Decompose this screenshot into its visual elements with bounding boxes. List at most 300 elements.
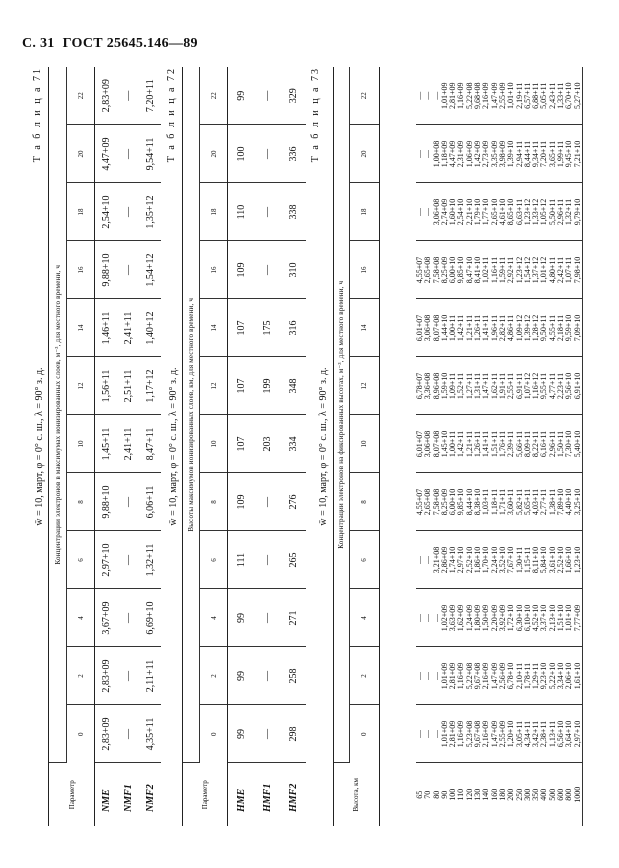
table-row [95, 67, 118, 826]
value-cell: — [416, 705, 424, 763]
value-cell: 8,11+10 [532, 531, 540, 589]
table-row [228, 67, 255, 826]
value-cell: 1,00+11 [449, 299, 457, 357]
value-cell: 6,56+10 [557, 705, 565, 763]
value-cell: 336 [280, 125, 306, 183]
value-cell: 6,88+11 [532, 67, 540, 125]
table-72-label: Т а б л и ц а 72 [166, 67, 177, 163]
value-cell: 2,81+09 [449, 67, 457, 125]
height-cell: 80 [431, 790, 441, 799]
value-cell: 3,65+11 [549, 125, 557, 183]
value-cell: 5,66+11 [516, 415, 524, 473]
value-cell: 1,44+10 [441, 299, 449, 357]
value-cell: 1,62+11 [491, 357, 499, 415]
value-cell: — [117, 647, 139, 705]
hour-column-header: 6 [350, 531, 380, 589]
value-cell: 1,47+09 [491, 67, 499, 125]
value-cell: — [117, 125, 139, 183]
value-cell: 1,23+10 [574, 531, 583, 589]
value-cell: 4,52+10 [532, 589, 540, 647]
value-cell: 2,83+09 [95, 67, 118, 125]
hour-column-header: 2 [350, 647, 380, 705]
hour-column-header: 8 [200, 473, 228, 531]
value-cell: 1,54+12 [139, 241, 161, 299]
value-cell: 5,22+08 [466, 67, 474, 125]
value-cell: 7,98+10 [574, 241, 583, 299]
value-cell: 99 [228, 705, 255, 763]
value-cell: 1,21+11 [466, 415, 474, 473]
value-cell: 2,86+09 [441, 531, 449, 589]
value-cell: 258 [280, 647, 306, 705]
value-cell: 4,55+07 [416, 473, 424, 531]
value-cell: 4,47+09 [95, 125, 118, 183]
value-cell: 1,05+12 [540, 183, 548, 241]
height-cell: 180 [497, 788, 507, 801]
value-cell: 7,09+10 [574, 299, 583, 357]
value-cell: 4,61+10 [499, 183, 507, 241]
height-cell: 90 [439, 790, 449, 799]
table-71 [48, 67, 161, 826]
value-cell: 2,56+09 [499, 647, 507, 705]
value-cell: 9,79+10 [574, 183, 583, 241]
value-cell: 6,91+11 [516, 357, 524, 415]
value-cell: 8,47+11 [139, 415, 161, 473]
value-cell: 4,35+11 [139, 705, 161, 763]
value-cell: 6,01+07 [416, 299, 424, 357]
height-cell: 100 [448, 788, 458, 801]
value-cell: 1,42+11 [457, 299, 465, 357]
value-cell: 4,86+11 [507, 299, 515, 357]
value-cell: 348 [280, 357, 306, 415]
value-cell: — [416, 67, 424, 125]
value-cell: 1,27+11 [466, 357, 474, 415]
hour-column-header: 16 [350, 241, 380, 299]
value-cell: 1,62+09 [457, 589, 465, 647]
value-cell: 2,92+11 [507, 241, 515, 299]
value-cell: 1,13+11 [549, 705, 557, 763]
value-cell: 2,97+10 [457, 531, 465, 589]
value-cell: 1,16+11 [491, 241, 499, 299]
value-cell: — [424, 125, 432, 183]
value-cell: 2,96+11 [549, 415, 557, 473]
value-cell: 3,36+08 [424, 357, 432, 415]
hour-column-header: 6 [67, 531, 95, 589]
value-cell: 1,01+09 [441, 67, 449, 125]
value-cell: 1,51+11 [491, 415, 499, 473]
value-cell: — [117, 241, 139, 299]
value-cell: 8,44+10 [466, 473, 474, 531]
value-cell: 1,01+09 [441, 705, 449, 763]
value-cell: 1,78+11 [524, 647, 532, 705]
value-cell: 2,20+09 [491, 589, 499, 647]
value-cell: 199 [254, 357, 280, 415]
value-cell: — [117, 67, 139, 125]
value-cell: 2,06+10 [565, 647, 573, 705]
value-cell: 99 [228, 67, 255, 125]
table-71-label: Т а б л и ц а 71 [32, 67, 43, 163]
hours-row [67, 67, 95, 826]
value-cell: 1,16+09 [457, 67, 465, 125]
value-cell: 1,02+09 [441, 589, 449, 647]
value-cell: 2,43+11 [549, 67, 557, 125]
value-cell: 9,88+10 [95, 241, 118, 299]
value-cell: 6,00+10 [449, 241, 457, 299]
hour-column-header: 6 [200, 531, 228, 589]
value-cell: 1,23+12 [524, 183, 532, 241]
value-cell: 3,42+11 [532, 705, 540, 763]
hour-column-header: 22 [350, 67, 380, 125]
value-cell: — [433, 647, 441, 705]
hour-column-header: 20 [200, 125, 228, 183]
value-cell: 99 [228, 647, 255, 705]
value-cell: 1,72+10 [507, 589, 515, 647]
value-cell: 9,85+10 [457, 473, 465, 531]
value-cell: 2,24+10 [491, 531, 499, 589]
value-cell: 3,06+08 [424, 415, 432, 473]
value-cell: 6,69+10 [139, 589, 161, 647]
value-cell: 2,82+11 [499, 299, 507, 357]
value-cell: — [424, 67, 432, 125]
page-number: С. 31 [22, 36, 55, 51]
column-group-header: Концентрации электронов в максимумах ионизированных слоев, м⁻³, для местного времени, ч [49, 67, 67, 763]
value-cell: 3,06+08 [424, 299, 432, 357]
value-cell: 6,91+10 [574, 357, 583, 415]
value-cell: 1,59+10 [441, 357, 449, 415]
value-cell: 1,32+11 [565, 183, 573, 241]
height-cell: 120 [464, 788, 474, 801]
value-cell: 2,16+09 [482, 705, 490, 763]
value-cell: 1,42+09 [474, 125, 482, 183]
value-cell: 1,32+11 [139, 531, 161, 589]
value-cell: 2,18+11 [557, 299, 565, 357]
value-cell: 2,52+10 [557, 531, 565, 589]
value-cell: 8,07+08 [433, 299, 441, 357]
hour-column-header: 8 [350, 473, 380, 531]
value-cell: — [254, 241, 280, 299]
value-cell: 1,06+09 [466, 125, 474, 183]
value-cell: 203 [254, 415, 280, 473]
height-cell: 130 [473, 788, 483, 801]
value-cell: 9,34+11 [532, 125, 540, 183]
parameter-name: HMF2 [287, 783, 299, 812]
parameter-name: HME [235, 788, 247, 812]
value-cell: 1,70+10 [482, 531, 490, 589]
value-cell: 1,51+10 [557, 589, 565, 647]
value-cell: 2,94+11 [516, 125, 524, 183]
hour-column-header: 14 [350, 299, 380, 357]
value-cell: 265 [280, 531, 306, 589]
value-cell: 1,01+10 [507, 67, 515, 125]
value-cell: 9,68+08 [474, 67, 482, 125]
value-cell: — [416, 589, 424, 647]
hour-column-header: 18 [200, 183, 228, 241]
value-cell: 1,91+11 [499, 357, 507, 415]
table-73-title: w̄ = 10, март, φ = 0° с. ш., λ = 90° з. д. [318, 367, 329, 526]
value-cell: 2,81+09 [449, 647, 457, 705]
value-cell: 2,97+10 [574, 705, 583, 763]
value-cell: 1,74+10 [449, 531, 457, 589]
value-cell: 3,67+09 [95, 589, 118, 647]
value-cell: — [254, 531, 280, 589]
value-cell: 1,66+10 [565, 531, 573, 589]
hour-column-header: 4 [67, 589, 95, 647]
value-cell: 1,29+11 [532, 647, 540, 705]
value-cell: 1,23+12 [516, 241, 524, 299]
value-cell: 1,17+12 [139, 357, 161, 415]
first-column-header: Параметр [183, 763, 228, 826]
value-cell: 5,23+08 [466, 705, 474, 763]
hour-column-header: 12 [67, 357, 95, 415]
parameter-name: NMF2 [144, 784, 156, 812]
value-cell: 1,39+12 [524, 299, 532, 357]
value-cell: — [424, 589, 432, 647]
first-column-header: Параметр [49, 763, 95, 826]
value-cell: — [433, 705, 441, 763]
value-cell: 2,54+10 [457, 183, 465, 241]
value-cell: 3,21+08 [433, 531, 441, 589]
value-cell: 5,82+11 [516, 473, 524, 531]
hour-column-header: 8 [67, 473, 95, 531]
hours-row [200, 67, 228, 826]
value-cell: 111 [228, 531, 255, 589]
value-cell: — [117, 531, 139, 589]
value-cell: 1,20+10 [507, 705, 515, 763]
value-cell: 4,40+10 [565, 473, 573, 531]
value-cell: 2,65+08 [424, 241, 432, 299]
value-cell: 107 [228, 357, 255, 415]
table-72 [182, 67, 306, 826]
hour-column-header: 20 [350, 125, 380, 183]
value-cell: 1,00+11 [449, 415, 457, 473]
value-cell: 1,56+11 [95, 357, 118, 415]
value-cell: 2,54+10 [95, 183, 118, 241]
value-cell: — [433, 589, 441, 647]
hour-column-header: 0 [67, 705, 95, 763]
value-cell: 3,61+10 [549, 531, 557, 589]
value-cell: — [424, 647, 432, 705]
value-cell: 298 [280, 705, 306, 763]
value-cell: 2,31+09 [457, 125, 465, 183]
value-cell: 109 [228, 473, 255, 531]
value-cell: — [254, 473, 280, 531]
value-cell: 5,22+10 [549, 647, 557, 705]
height-cell: 140 [481, 788, 491, 801]
value-cell: 3,60+11 [507, 473, 515, 531]
value-cell: 334 [280, 415, 306, 473]
value-cell: 1,42+11 [457, 415, 465, 473]
value-cell: 1,02+11 [482, 241, 490, 299]
value-cell: 7,20+11 [139, 67, 161, 125]
value-cell: — [254, 183, 280, 241]
value-cell: 2,19+11 [516, 67, 524, 125]
value-cell: 1,35+12 [139, 183, 161, 241]
value-cell: 3,05+11 [516, 705, 524, 763]
value-cell: 2,16+09 [482, 67, 490, 125]
value-cell: 271 [280, 589, 306, 647]
value-cell: 2,97+10 [95, 531, 118, 589]
height-cell: 400 [539, 788, 549, 801]
value-cell: 5,22+08 [466, 647, 474, 705]
table-71-title: w̄ = 10, март, φ = 0° с. ш., λ = 90° з. д. [34, 367, 45, 526]
value-cell: 2,10+11 [516, 647, 524, 705]
value-cell: — [117, 183, 139, 241]
value-cell: 6,01+07 [416, 415, 424, 473]
value-cell: 2,21+10 [466, 183, 474, 241]
value-cell: 9,67+08 [474, 647, 482, 705]
table-73-label: Т а б л и ц а 73 [310, 67, 321, 163]
value-cell: — [416, 531, 424, 589]
value-cell: — [416, 183, 424, 241]
value-cell: 2,65+10 [491, 183, 499, 241]
value-cell: 1,99+11 [557, 125, 565, 183]
value-cell: 3,64+10 [565, 705, 573, 763]
value-cell: 1,71+11 [499, 473, 507, 531]
hour-column-header: 10 [67, 415, 95, 473]
value-cell: 1,59+11 [499, 241, 507, 299]
spacer-row [380, 67, 417, 826]
value-cell: 329 [280, 67, 306, 125]
value-cell: 175 [254, 299, 280, 357]
value-cell: 109 [228, 241, 255, 299]
table-row [574, 67, 583, 826]
value-cell: 1,50+11 [557, 415, 565, 473]
hour-column-header: 2 [200, 647, 228, 705]
value-cell: 6,16+11 [540, 415, 548, 473]
first-column-header: Высота, км [334, 763, 380, 826]
value-cell: 7,30+10 [565, 415, 573, 473]
value-cell: 7,20+11 [540, 125, 548, 183]
value-cell: 5,40+10 [574, 415, 583, 473]
value-cell: 1,46+11 [95, 299, 118, 357]
height-cell: 600 [556, 788, 566, 801]
hour-column-header: 22 [67, 67, 95, 125]
value-cell: 1,15+11 [524, 531, 532, 589]
value-cell: 3,06+08 [433, 183, 441, 241]
hour-column-header: 0 [350, 705, 380, 763]
value-cell: 1,45+11 [95, 415, 118, 473]
height-cell: 500 [547, 788, 557, 801]
value-cell: 1,61+10 [574, 647, 583, 705]
value-cell: 2,81+09 [449, 705, 457, 763]
value-cell: — [433, 67, 441, 125]
height-cell: 110 [456, 788, 466, 801]
value-cell: 1,16+09 [457, 647, 465, 705]
table-72-title: w̄ = 10, март, φ = 0° с. ш., λ = 90° з. д. [168, 367, 179, 526]
value-cell: 9,55+11 [540, 357, 548, 415]
height-cell: 300 [522, 788, 532, 801]
value-cell: 2,41+11 [117, 415, 139, 473]
value-cell: 9,50+11 [540, 299, 548, 357]
value-cell: 5,27+10 [574, 67, 583, 125]
value-cell: 1,41+11 [482, 299, 490, 357]
value-cell: 1,28+12 [532, 299, 540, 357]
value-cell: 1,16+12 [532, 357, 540, 415]
value-cell: 9,67+08 [474, 705, 482, 763]
value-cell: 1,18+09 [441, 125, 449, 183]
hour-column-header: 22 [200, 67, 228, 125]
height-cell: 70 [423, 790, 433, 799]
value-cell: 1,07+11 [565, 241, 573, 299]
value-cell: 2,39+11 [507, 415, 515, 473]
value-cell: — [254, 705, 280, 763]
value-cell: 1,40+12 [139, 299, 161, 357]
value-cell: 1,77+10 [482, 183, 490, 241]
value-cell: 4,55+11 [549, 299, 557, 357]
value-cell: 2,55+09 [499, 705, 507, 763]
hour-column-header: 2 [67, 647, 95, 705]
hour-column-header: 10 [200, 415, 228, 473]
value-cell: — [254, 125, 280, 183]
value-cell: 2,16+09 [482, 647, 490, 705]
header-row [334, 67, 350, 826]
value-cell: 6,00+10 [449, 473, 457, 531]
value-cell: 9,88+10 [95, 473, 118, 531]
value-cell: 8,07+08 [433, 415, 441, 473]
value-cell: 8,65+10 [507, 183, 515, 241]
value-cell: 1,60+10 [449, 183, 457, 241]
value-cell: 1,33+11 [557, 67, 565, 125]
value-cell: 9,54+11 [139, 125, 161, 183]
hour-column-header: 18 [67, 183, 95, 241]
value-cell: 7,58+08 [433, 241, 441, 299]
value-cell: — [254, 647, 280, 705]
value-cell: 8,41+10 [474, 241, 482, 299]
value-cell: 1,37+12 [532, 241, 540, 299]
value-cell: — [416, 125, 424, 183]
value-cell: 1,47+11 [482, 357, 490, 415]
value-cell: 9,85+10 [457, 241, 465, 299]
header-row [183, 67, 200, 826]
value-cell: 316 [280, 299, 306, 357]
value-cell: 1,16+09 [457, 705, 465, 763]
value-cell: 1,50+09 [482, 589, 490, 647]
parameter-name: NME [100, 789, 112, 812]
value-cell: 4,47+09 [449, 125, 457, 183]
value-cell: 6,78+10 [507, 647, 515, 705]
value-cell: 5,50+11 [549, 183, 557, 241]
value-cell: 2,13+10 [549, 589, 557, 647]
value-cell: 110 [228, 183, 255, 241]
value-cell: 5,05+11 [540, 67, 548, 125]
value-cell: 1,30+11 [516, 531, 524, 589]
height-cell: 800 [564, 788, 574, 801]
page-header [22, 36, 206, 52]
rotated-landscape-content [30, 60, 619, 860]
value-cell: 7,67+10 [507, 531, 515, 589]
value-cell: 8,25+09 [441, 473, 449, 531]
value-cell: — [424, 705, 432, 763]
value-cell: 4,77+11 [549, 357, 557, 415]
value-cell: 6,63+11 [516, 183, 524, 241]
value-cell: 4,34+11 [524, 705, 532, 763]
value-cell: 1,01+10 [565, 589, 573, 647]
value-cell: — [416, 647, 424, 705]
value-cell: 1,80+09 [474, 589, 482, 647]
value-cell: 1,09+12 [516, 299, 524, 357]
height-cell: 1000 [574, 763, 583, 826]
hour-column-header: 10 [350, 415, 380, 473]
table-row [254, 67, 280, 826]
height-cell: 250 [514, 788, 524, 801]
value-cell: 1,26+11 [474, 415, 482, 473]
value-cell: — [117, 473, 139, 531]
hours-row [350, 67, 380, 826]
value-cell: 2,74+09 [441, 183, 449, 241]
value-cell: 6,78+07 [416, 357, 424, 415]
value-cell: 1,41+11 [482, 415, 490, 473]
value-cell: 3,35+09 [491, 125, 499, 183]
value-cell: 3,25+10 [574, 473, 583, 531]
